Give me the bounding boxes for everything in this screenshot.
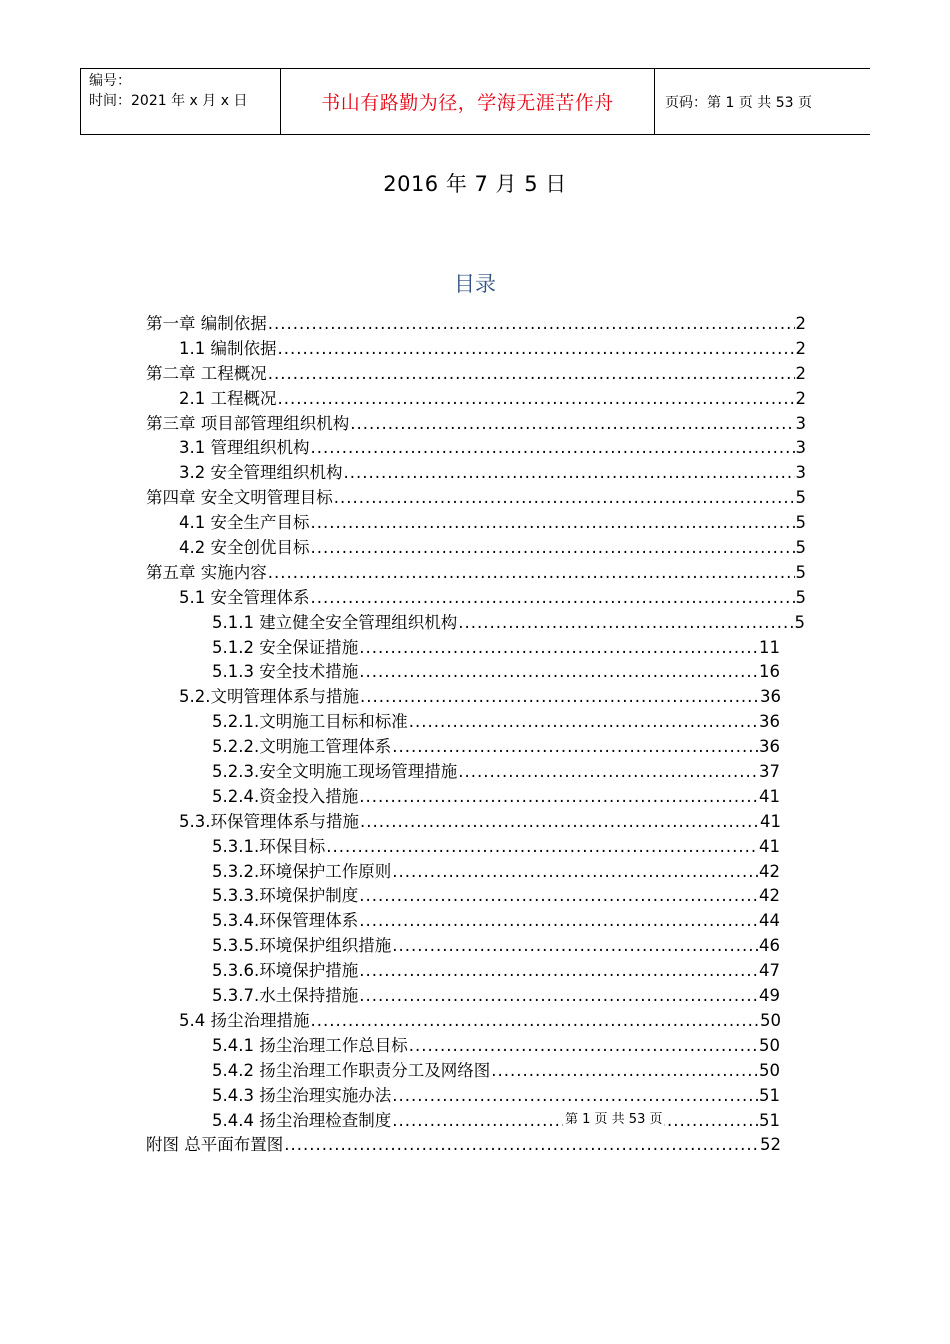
toc-entry-title: 5.4.4 扬尘治理检查制度 xyxy=(212,1110,392,1130)
toc-entry-title: 5.4.2 扬尘治理工作职责分工及网络图 xyxy=(212,1060,491,1080)
toc-entry[interactable] xyxy=(146,486,806,511)
toc-entry-page: 36 xyxy=(759,712,780,732)
header-motto-cell xyxy=(281,69,655,134)
toc-entry-title: 5.3.环保管理体系与措施 xyxy=(179,811,359,831)
toc-entry-page: 3 xyxy=(795,463,806,483)
toc-entry[interactable] xyxy=(146,660,780,685)
toc-entry-page: 41 xyxy=(760,811,781,831)
toc-dot-leader xyxy=(278,337,795,362)
toc-entry-page: 46 xyxy=(759,936,780,956)
toc-entry[interactable] xyxy=(146,636,780,661)
toc-entry-title: 5.3.1.环保目标 xyxy=(212,836,326,856)
toc-dot-leader xyxy=(359,884,758,909)
toc-entry-title: 5.3.7.水土保持措施 xyxy=(212,986,359,1006)
toc-entry-page: 16 xyxy=(759,662,780,682)
toc-entry-title: 5.4.3 扬尘治理实施办法 xyxy=(212,1085,392,1105)
toc-entry-page: 41 xyxy=(759,836,780,856)
toc-entry-title: 5.2.文明管理体系与措施 xyxy=(179,687,359,707)
toc-entry-title: 5.2.2.文明施工管理体系 xyxy=(212,737,392,757)
toc-entry[interactable] xyxy=(146,362,806,387)
toc-entry[interactable] xyxy=(146,561,806,586)
toc-entry-page: 3 xyxy=(795,413,806,433)
toc-dot-leader xyxy=(326,835,758,860)
toc-entry-page: 2 xyxy=(795,363,806,383)
toc-dot-leader xyxy=(392,735,758,760)
toc-entry-page: 44 xyxy=(759,911,780,931)
toc-entry[interactable] xyxy=(146,860,780,885)
document-number-label: 编号： xyxy=(89,73,131,89)
toc-entry[interactable] xyxy=(146,835,780,860)
toc-entry[interactable] xyxy=(146,1133,781,1158)
toc-dot-leader xyxy=(392,1084,758,1109)
toc-dot-leader xyxy=(359,909,758,934)
table-of-contents xyxy=(146,312,806,1158)
toc-entry[interactable] xyxy=(146,312,806,337)
toc-dot-leader xyxy=(458,760,758,785)
toc-entry-title: 5.3.3.环境保护制度 xyxy=(212,886,359,906)
toc-dot-leader xyxy=(268,362,795,387)
toc-dot-leader xyxy=(409,710,758,735)
toc-dot-leader xyxy=(392,934,758,959)
toc-dot-leader xyxy=(392,860,758,885)
toc-entry[interactable] xyxy=(146,536,806,561)
toc-entry-page: 42 xyxy=(759,861,780,881)
toc-entry-page: 5 xyxy=(795,587,806,607)
toc-entry-title: 第五章 实施内容 xyxy=(146,562,267,582)
toc-entry-page: 5 xyxy=(795,513,806,533)
toc-entry-title: 3.2 安全管理组织机构 xyxy=(179,463,343,483)
toc-entry[interactable] xyxy=(146,1009,781,1034)
toc-entry-title: 5.3.4.环保管理体系 xyxy=(212,911,359,931)
toc-entry-title: 附图 总平面布置图 xyxy=(146,1135,284,1155)
toc-title: 目录 xyxy=(454,272,496,296)
toc-entry-title: 第一章 编制依据 xyxy=(146,314,267,333)
toc-dot-leader xyxy=(268,561,795,586)
toc-entry-title: 5.1.1 建立健全安全管理组织机构 xyxy=(212,612,458,632)
toc-entry-title: 第三章 项目部管理组织机构 xyxy=(146,413,350,433)
header-motto: 书山有路勤为径，学海无涯苦作舟 xyxy=(321,92,614,114)
toc-entry-title: 5.3.2.环境保护工作原则 xyxy=(212,861,392,881)
toc-dot-leader xyxy=(278,387,795,412)
toc-entry-title: 3.1 管理组织机构 xyxy=(179,438,310,458)
toc-entry[interactable] xyxy=(146,436,806,461)
toc-entry[interactable] xyxy=(146,1084,780,1109)
toc-entry-page: 2 xyxy=(795,338,806,358)
toc-dot-leader xyxy=(359,959,758,984)
toc-entry[interactable] xyxy=(146,984,780,1009)
toc-entry-page: 11 xyxy=(759,637,780,657)
toc-entry-page: 51 xyxy=(759,1085,780,1105)
toc-entry[interactable] xyxy=(146,586,806,611)
toc-entry[interactable] xyxy=(146,884,780,909)
toc-dot-leader xyxy=(311,1009,760,1034)
toc-entry[interactable] xyxy=(146,1059,780,1084)
toc-entry-page: 52 xyxy=(760,1135,781,1155)
toc-entry[interactable] xyxy=(146,1109,780,1134)
toc-entry-page: 50 xyxy=(760,1010,781,1030)
toc-entry-page: 5 xyxy=(795,488,806,508)
footer-page-number: 第 1 页 共 53 页 xyxy=(565,1112,663,1127)
toc-entry-page: 2 xyxy=(795,314,806,333)
toc-entry-title: 5.2.4.资金投入措施 xyxy=(212,786,359,806)
toc-entry[interactable] xyxy=(146,685,781,710)
header-page-info: 页码：第 1 页 共 53 页 xyxy=(665,94,812,111)
toc-entry-title: 5.1 安全管理体系 xyxy=(179,587,310,607)
toc-dot-leader xyxy=(359,660,758,685)
toc-entry-page: 3 xyxy=(795,438,806,458)
toc-entry-page: 50 xyxy=(759,1035,780,1055)
toc-dot-leader xyxy=(491,1059,758,1084)
toc-entry[interactable] xyxy=(146,735,780,760)
toc-entry-title: 1.1 编制依据 xyxy=(179,338,277,358)
toc-dot-leader xyxy=(360,810,759,835)
toc-entry-title: 5.2.3.安全文明施工现场管理措施 xyxy=(212,762,458,782)
toc-entry-title: 第四章 安全文明管理目标 xyxy=(146,488,333,508)
toc-dot-leader xyxy=(409,1034,758,1059)
toc-entry-title: 4.2 安全创优目标 xyxy=(179,538,310,558)
toc-entry-title: 5.1.3 安全技术措施 xyxy=(212,662,359,682)
toc-entry-page: 37 xyxy=(759,762,780,782)
toc-dot-leader xyxy=(359,785,758,810)
toc-entry-page: 51 xyxy=(759,1110,780,1130)
toc-entry[interactable] xyxy=(146,461,806,486)
toc-dot-leader xyxy=(350,412,794,437)
toc-entry-page: 2 xyxy=(795,388,806,408)
toc-entry-page: 5 xyxy=(795,538,806,558)
toc-entry-title: 5.3.5.环境保护组织措施 xyxy=(212,936,392,956)
toc-entry-title: 5.3.6.环境保护措施 xyxy=(212,961,359,981)
toc-entry[interactable] xyxy=(146,909,780,934)
toc-entry[interactable] xyxy=(146,785,780,810)
toc-dot-leader xyxy=(311,586,795,611)
toc-entry[interactable] xyxy=(146,959,780,984)
toc-dot-leader xyxy=(360,685,759,710)
toc-dot-leader xyxy=(268,312,795,337)
toc-entry-page: 36 xyxy=(760,687,781,707)
toc-entry[interactable] xyxy=(146,511,806,536)
header-left-cell xyxy=(80,69,281,134)
toc-dot-leader xyxy=(458,611,793,636)
toc-dot-leader xyxy=(334,486,795,511)
toc-entry[interactable] xyxy=(146,810,781,835)
document-date: 2016 年 7 月 5 日 xyxy=(383,172,567,196)
toc-entry-title: 5.4 扬尘治理措施 xyxy=(179,1010,310,1030)
toc-entry-page: 36 xyxy=(759,737,780,757)
toc-dot-leader xyxy=(311,436,795,461)
toc-entry-title: 5.4.1 扬尘治理工作总目标 xyxy=(212,1035,408,1055)
toc-entry[interactable] xyxy=(146,337,806,362)
toc-dot-leader xyxy=(311,511,795,536)
toc-entry-page: 5 xyxy=(795,562,806,582)
toc-entry-page: 49 xyxy=(759,986,780,1006)
toc-entry-title: 2.1 工程概况 xyxy=(179,388,277,408)
toc-entry[interactable] xyxy=(146,412,806,437)
toc-entry-page: 5 xyxy=(794,612,805,632)
toc-entry-page: 50 xyxy=(759,1060,780,1080)
document-time-label: 时间：2021 年 x 月 x 日 xyxy=(89,93,248,109)
toc-entry-page: 42 xyxy=(759,886,780,906)
toc-entry[interactable] xyxy=(146,760,780,785)
toc-entry[interactable] xyxy=(146,611,805,636)
toc-entry[interactable] xyxy=(146,710,780,735)
toc-entry-page: 41 xyxy=(759,786,780,806)
toc-entry-title: 4.1 安全生产目标 xyxy=(179,513,310,533)
toc-entry-title: 第二章 工程概况 xyxy=(146,363,267,383)
toc-entry-title: 5.1.2 安全保证措施 xyxy=(212,637,359,657)
toc-entry[interactable] xyxy=(146,387,806,412)
toc-dot-leader xyxy=(284,1133,759,1158)
toc-dot-leader xyxy=(344,461,795,486)
toc-entry[interactable] xyxy=(146,1034,780,1059)
header-page-cell xyxy=(655,69,870,134)
toc-dot-leader xyxy=(359,636,758,661)
toc-dot-leader xyxy=(359,984,758,1009)
header-table xyxy=(80,68,870,135)
toc-entry[interactable] xyxy=(146,934,780,959)
toc-entry-title: 5.2.1.文明施工目标和标准 xyxy=(212,712,408,732)
toc-dot-leader xyxy=(311,536,795,561)
toc-entry-page: 47 xyxy=(759,961,780,981)
